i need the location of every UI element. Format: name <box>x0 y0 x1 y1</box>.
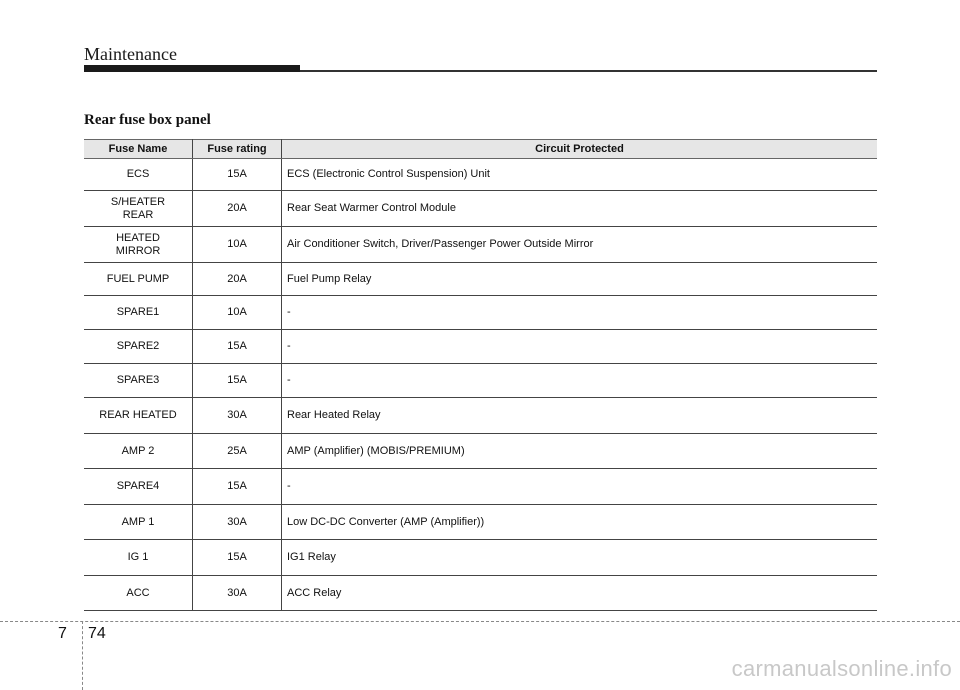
fuse-name-cell: SPARE2 <box>84 330 193 364</box>
header-accent-bar <box>84 65 300 72</box>
fuse-rating-cell: 25A <box>193 434 282 469</box>
circuit-cell: - <box>282 364 878 398</box>
column-header-circuit-protected: Circuit Protected <box>282 140 878 159</box>
circuit-cell: Air Conditioner Switch, Driver/Passenger Power Outside Mirror <box>282 227 878 263</box>
table-row <box>84 398 877 434</box>
circuit-cell: - <box>282 296 878 330</box>
page-number: 74 <box>88 625 106 642</box>
fuse-rating-cell: 15A <box>193 330 282 364</box>
fuse-rating-cell: 10A <box>193 227 282 263</box>
fuse-rating-cell: 15A <box>193 469 282 505</box>
header-rule <box>300 70 877 72</box>
circuit-cell: Low DC-DC Converter (AMP (Amplifier)) <box>282 505 878 540</box>
fuse-table-header <box>84 140 877 159</box>
table-row <box>84 540 877 576</box>
fuse-name-cell: HEATED MIRROR <box>84 227 193 263</box>
fuse-name-cell: ECS <box>84 159 193 191</box>
fuse-name-cell: AMP 1 <box>84 505 193 540</box>
table-row <box>84 191 877 227</box>
fuse-rating-cell: 15A <box>193 159 282 191</box>
fuse-name-cell: SPARE4 <box>84 469 193 505</box>
circuit-cell: ECS (Electronic Control Suspension) Unit <box>282 159 878 191</box>
fuse-name-cell: SPARE3 <box>84 364 193 398</box>
fuse-name-cell: S/HEATER REAR <box>84 191 193 227</box>
table-row <box>84 434 877 469</box>
fuse-rating-cell: 15A <box>193 540 282 576</box>
table-row <box>84 296 877 330</box>
table-row <box>84 576 877 611</box>
circuit-cell: Rear Heated Relay <box>282 398 878 434</box>
circuit-cell: Rear Seat Warmer Control Module <box>282 191 878 227</box>
column-header-fuse-name: Fuse Name <box>84 140 193 159</box>
footer-divider <box>82 621 84 690</box>
fuse-rating-cell: 30A <box>193 505 282 540</box>
circuit-cell: - <box>282 469 878 505</box>
fuse-table-body <box>84 159 877 611</box>
section-title: Rear fuse box panel <box>84 112 211 128</box>
watermark-text: carmanualsonline.info <box>731 656 952 681</box>
footer-rule <box>0 621 960 623</box>
table-row <box>84 364 877 398</box>
circuit-cell: - <box>282 330 878 364</box>
fuse-name-cell: FUEL PUMP <box>84 263 193 296</box>
table-row <box>84 159 877 191</box>
fuse-rating-cell: 20A <box>193 263 282 296</box>
fuse-rating-cell: 10A <box>193 296 282 330</box>
fuse-name-cell: AMP 2 <box>84 434 193 469</box>
fuse-rating-cell: 30A <box>193 398 282 434</box>
circuit-cell: IG1 Relay <box>282 540 878 576</box>
fuse-name-cell: IG 1 <box>84 540 193 576</box>
circuit-cell: AMP (Amplifier) (MOBIS/PREMIUM) <box>282 434 878 469</box>
circuit-cell: ACC Relay <box>282 576 878 611</box>
fuse-rating-cell: 15A <box>193 364 282 398</box>
fuse-table <box>84 139 877 611</box>
page-header-title: Maintenance <box>84 44 177 64</box>
table-row <box>84 227 877 263</box>
circuit-cell: Fuel Pump Relay <box>282 263 878 296</box>
fuse-name-cell: REAR HEATED <box>84 398 193 434</box>
fuse-rating-cell: 20A <box>193 191 282 227</box>
table-row <box>84 469 877 505</box>
chapter-number: 7 <box>58 625 67 642</box>
fuse-name-cell: ACC <box>84 576 193 611</box>
fuse-rating-cell: 30A <box>193 576 282 611</box>
fuse-name-cell: SPARE1 <box>84 296 193 330</box>
column-header-fuse-rating: Fuse rating <box>193 140 282 159</box>
table-row <box>84 505 877 540</box>
table-row <box>84 263 877 296</box>
table-row <box>84 330 877 364</box>
header-row <box>84 140 877 159</box>
